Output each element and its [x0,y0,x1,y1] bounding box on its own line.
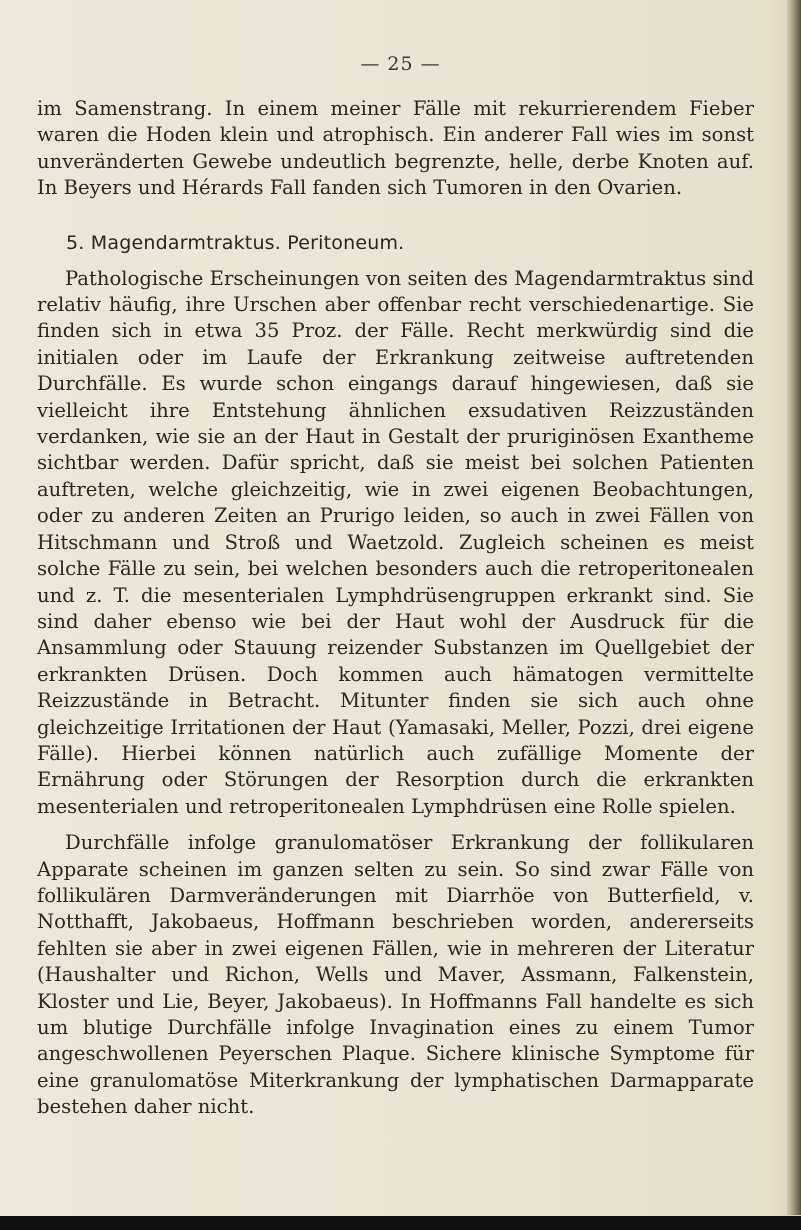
section-heading: 5. Magendarmtraktus. Peritoneum. [66,231,405,254]
paragraph-continuation: im Samenstrang. In einem meiner Fälle mit rekurrierendem Fieber waren die Hoden klein und atrophisch. Ein anderer Fall wies im sonst unveränderten Gewebe undeutlich begrenzte, helle, derbe Knoten auf. In Beyers und Hérards Fall fanden sich Tumoren in den Ovarien. [37,97,754,200]
page-edge-shadow [787,0,801,1215]
page-body [37,96,754,1121]
page-number: — 25 — [360,53,441,75]
paragraph-intestinal-findings: Pathologische Erscheinungen von seiten des Magendarmtraktus sind relativ häufig, ihre Urschen aber offenbar recht verschiedenartige. Sie finden sich in etwa 35 Proz. der Fälle. Recht merkwürdig sind die initialen oder im Laufe der Erkrankung zeitweise auftretenden Durchfälle. Es wurde schon eingangs darauf hingewiesen, daß sie vielleicht ihre Entstehung ähnlichen exsudativen Reizzuständen verdanken, wie sie an der Haut in Gestalt der pruriginösen Exantheme sichtbar werden. Dafür spricht, daß sie meist bei solchen Patienten auftreten, welche gleichzeitig, wie in zwei eigenen Beobachtungen, oder zu anderen Zeiten an Prurigo leiden, so auch in zwei Fällen von Hitschmann und Stroß und Waetzold. Zugleich scheinen es meist solche Fälle zu sein, bei welchen besonders auch die retroperitonealen und z. T. die mesenterialen Lymphdrüsengruppen erkrankt sind. Sie sind daher ebenso wie bei der Haut wohl der Ausdruck für die Ansammlung oder Stauung reizender Substanzen im Quellgebiet der erkrankten Drüsen. Doch kommen auch hämatogen vermittelte Reizzustände in Betracht. Mitunter finden sie sich auch ohne gleichzeitige Irritationen der Haut (Yamasaki, Meller, Pozzi, drei eigene Fälle). Hierbei können natürlich auch zufällige Momente der Ernährung oder Störungen der Resorption durch die erkrankten mesenterialen und retroperitonealen Lymphdrüsen eine Rolle spielen. [37,266,754,818]
paragraph-follicular-diarrhea: Durchfälle infolge granulomatöser Erkrankung der follikularen Apparate scheinen im ganzen selten zu sein. So sind zwar Fälle von follikulären Darmveränderungen mit Diarrhöe von Butterfield, v. Notthafft, Jakobaeus, Hoffmann beschrieben worden, andererseits fehlten sie aber in zwei eigenen Fällen, wie in mehreren der Literatur (Haushalter und Richon, Wells und Maver, Assmann, Falkenstein, Kloster und Lie, Beyer, Jakobaeus). In Hoffmanns Fall handelte es sich um blutige Durchfälle infolge Invagination eines zu einem Tumor angeschwollenen Peyerschen Plaque. Sichere klinische Symptome für eine granulomatöse Miterkrankung der lymphatischen Darmapparate bestehen daher nicht. [37,831,754,1119]
scan-bottom-border [0,1216,801,1230]
